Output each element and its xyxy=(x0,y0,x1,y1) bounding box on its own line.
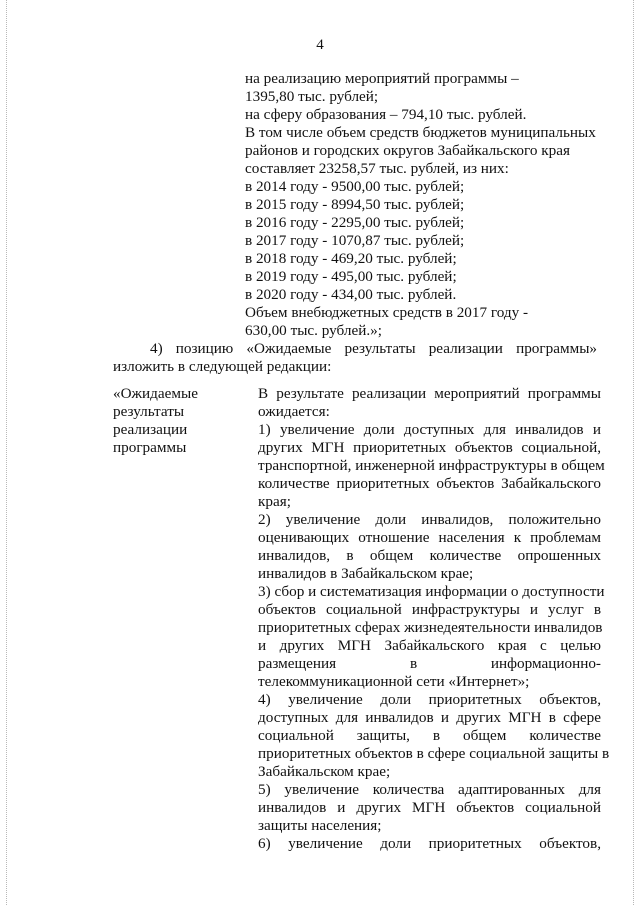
results-line: инвалидов в Забайкальском крае; xyxy=(258,565,474,582)
funding-line: 630,00 тыс. рублей.»; xyxy=(245,322,382,339)
funding-line: на сферу образования – 794,10 тыс. рублей. xyxy=(245,106,527,123)
results-line: 4) увеличение доли приоритетных объектов, xyxy=(258,691,601,708)
results-line: и других МГН Забайкальского края с целью xyxy=(258,637,601,654)
results-line: приоритетных объектов в сфере социальной защиты в xyxy=(258,745,610,762)
results-line: доступных для инвалидов и других МГН в сфере xyxy=(258,709,601,726)
page-number: 4 xyxy=(316,37,324,53)
results-line: социальной защиты, в общем количестве xyxy=(258,727,601,744)
funding-line: в 2014 году - 9500,00 тыс. рублей; xyxy=(245,178,465,195)
results-line: телекоммуникационной сети «Интернет»; xyxy=(258,673,530,690)
results-line: 2) увеличение доли инвалидов, положительно xyxy=(258,511,601,528)
results-line: других МГН приоритетных объектов социальной, xyxy=(258,439,601,456)
funding-line: 1395,80 тыс. рублей; xyxy=(245,88,379,105)
funding-line: в 2019 году - 495,00 тыс. рублей; xyxy=(245,268,457,285)
funding-line: на реализацию мероприятий программы – xyxy=(245,70,519,87)
funding-line: в 2017 году - 1070,87 тыс. рублей; xyxy=(245,232,465,249)
funding-line: в 2015 году - 8994,50 тыс. рублей; xyxy=(245,196,465,213)
right-scan-edge xyxy=(633,0,634,905)
results-label-line: программы xyxy=(113,439,187,456)
results-label-line: реализации xyxy=(113,421,188,438)
results-line: приоритетных сферах жизнедеятельности инвалидов xyxy=(258,619,603,636)
results-line: инвалидов, в общем количестве опрошенных xyxy=(258,547,601,564)
funding-line: районов и городских округов Забайкальского края xyxy=(245,142,570,159)
results-line: Забайкальском крае; xyxy=(258,763,391,780)
results-line: 1) увеличение доли доступных для инвалидов и xyxy=(258,421,601,438)
item4-line2: изложить в следующей редакции: xyxy=(113,358,332,375)
item4-line1: 4) позицию «Ожидаемые результаты реализации программы» xyxy=(150,340,597,357)
funding-line: в 2016 году - 2295,00 тыс. рублей; xyxy=(245,214,465,231)
results-line: защиты населения; xyxy=(258,817,382,834)
funding-line: в 2020 году - 434,00 тыс. рублей. xyxy=(245,286,457,303)
funding-line: составляет 23258,57 тыс. рублей, из них: xyxy=(245,160,509,177)
results-line: 6) увеличение доли приоритетных объектов, xyxy=(258,835,601,852)
funding-line: в 2018 году - 469,20 тыс. рублей; xyxy=(245,250,457,267)
results-line: 5) увеличение количества адаптированных для xyxy=(258,781,601,798)
results-label-line: результаты xyxy=(113,403,185,420)
results-line: 3) сбор и систематизация информации о доступности xyxy=(258,583,605,600)
results-line: края; xyxy=(258,493,291,510)
funding-line: В том числе объем средств бюджетов муниципальных xyxy=(245,124,596,141)
results-line: объектов социальной инфраструктуры и услуг в xyxy=(258,601,601,618)
results-line: размещения в информационно- xyxy=(258,655,601,672)
funding-line: Объем внебюджетных средств в 2017 году - xyxy=(245,304,529,321)
results-line: транспортной, инженерной инфраструктуры в общем xyxy=(258,457,605,474)
results-line: оценивающих отношение населения к проблемам xyxy=(258,529,601,546)
results-line: В результате реализации мероприятий программы xyxy=(258,385,601,402)
results-line: ожидается: xyxy=(258,403,330,420)
results-line: количестве приоритетных объектов Забайкальского xyxy=(258,475,601,492)
results-label-line: «Ожидаемые xyxy=(113,385,198,402)
left-scan-edge xyxy=(6,0,7,905)
results-line: инвалидов и других МГН объектов социальной xyxy=(258,799,601,816)
